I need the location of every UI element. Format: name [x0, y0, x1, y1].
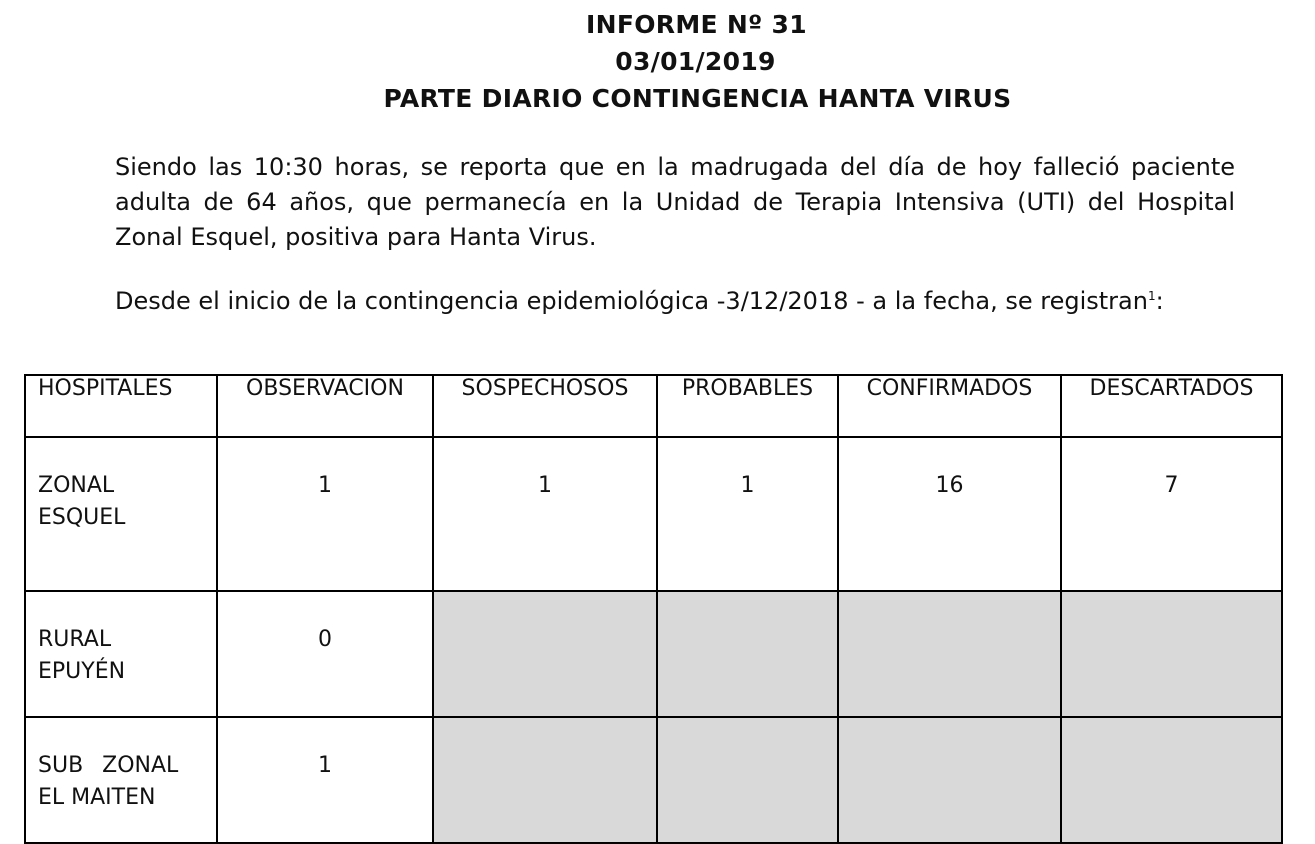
shaded-cell	[433, 591, 657, 717]
shaded-cell	[1061, 717, 1282, 843]
paragraph-contingency-text: Desde el inicio de la contingencia epidemiológica -3/12/2018 - a la fecha, se registran	[115, 287, 1148, 315]
header-probables: PROBABLES	[657, 375, 838, 437]
cases-table	[24, 374, 1283, 844]
hospital-name-line1: SUB ZONAL	[38, 753, 179, 778]
table-row	[25, 717, 1282, 843]
header-observacion: OBSERVACION	[217, 375, 433, 437]
hospital-name-line1: ZONAL	[38, 473, 115, 498]
hospital-name-line2: EL MAITEN	[38, 785, 156, 810]
table-header-row	[25, 375, 1282, 437]
hospital-name-line2: ESQUEL	[38, 505, 126, 530]
report-title: INFORME Nº 31	[586, 10, 807, 39]
sospechosos-cell: 1	[433, 437, 657, 591]
report-subtitle: PARTE DIARIO CONTINGENCIA HANTA VIRUS	[383, 84, 1012, 113]
shaded-cell	[433, 717, 657, 843]
hospital-name-cell	[25, 717, 217, 843]
descartados-cell: 7	[1061, 437, 1282, 591]
paragraph-death-report: Siendo las 10:30 horas, se reporta que en la madrugada del día de hoy falleció paciente adulta de 64 años, que permanecía en la Unidad de Terapia Intensiva (UTI) del Hospital Zonal Esquel, positiva para Hanta Virus.	[115, 153, 1235, 251]
observacion-cell: 1	[217, 437, 433, 591]
hospital-name-cell	[25, 437, 217, 591]
header-confirmados: CONFIRMADOS	[838, 375, 1061, 437]
header-hospitales: HOSPITALES	[25, 375, 217, 437]
shaded-cell	[657, 717, 838, 843]
hospital-name-line1: RURAL	[38, 627, 112, 652]
observacion-cell: 1	[217, 717, 433, 843]
shaded-cell	[838, 717, 1061, 843]
shaded-cell	[1061, 591, 1282, 717]
hospital-name-cell	[25, 591, 217, 717]
table-row	[25, 591, 1282, 717]
header-descartados: DESCARTADOS	[1061, 375, 1282, 437]
hospital-name-line2: EPUYÉN	[38, 659, 126, 684]
paragraph-contingency-summary	[115, 284, 1235, 319]
shaded-cell	[838, 591, 1061, 717]
table-row	[25, 437, 1282, 591]
report-date: 03/01/2019	[615, 47, 776, 76]
paragraph-contingency-end: :	[1155, 287, 1164, 315]
probables-cell: 1	[657, 437, 838, 591]
header-sospechosos: SOSPECHOSOS	[433, 375, 657, 437]
footnote-reference: 1	[1147, 289, 1156, 303]
observacion-cell: 0	[217, 591, 433, 717]
report-header	[0, 6, 1315, 117]
confirmados-cell: 16	[838, 437, 1061, 591]
shaded-cell	[657, 591, 838, 717]
